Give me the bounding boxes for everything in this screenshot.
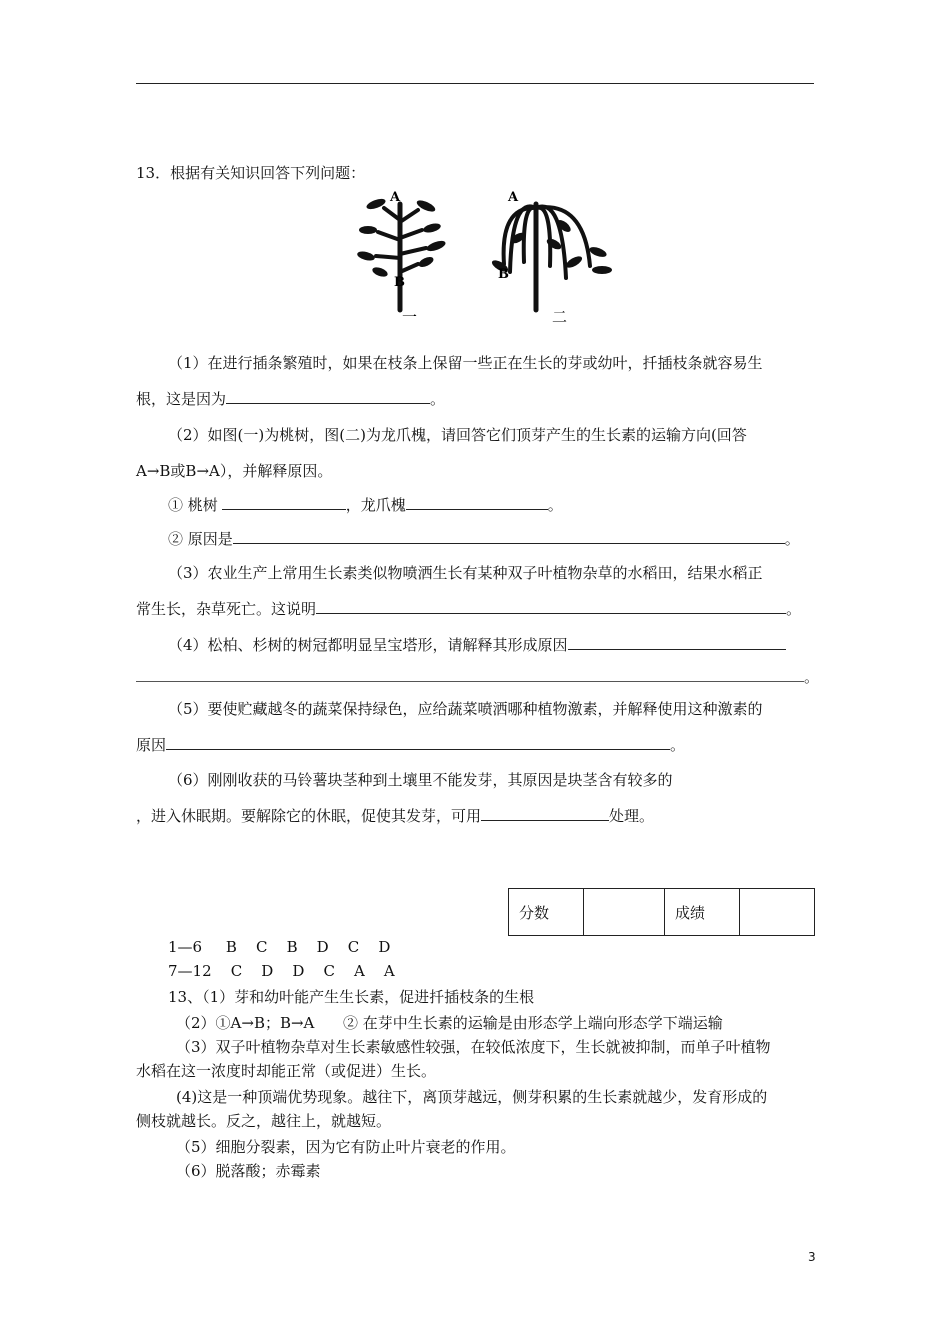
q6-line1: （6）刚刚收获的马铃薯块茎种到土壤里不能发芽，其原因是块茎含有较多的 — [168, 771, 673, 789]
q4-answer-blank-2[interactable] — [136, 667, 804, 682]
q1-line2: 根，这是因为 。 — [136, 390, 446, 408]
question-title: 13．根据有关知识回答下列问题： — [136, 164, 366, 182]
q5-line1: （5）要使贮藏越冬的蔬菜保持绿色，应给蔬菜喷洒哪种植物激素，并解释使用这种激素的 — [168, 700, 763, 718]
q5-line2: 原因 。 — [136, 736, 686, 754]
q2-part-b: ② 原因是 。 — [168, 530, 800, 548]
q3-line2: 常生长，杂草死亡。这说明 。 — [136, 600, 802, 618]
q6-answer-blank[interactable] — [481, 806, 609, 821]
peach-label-b: B — [394, 275, 405, 290]
answer-line-7: (4)这是一种顶端优势现象。越往下，离顶芽越远，侧芽积累的生长素就越少，发育形成的 — [176, 1088, 768, 1106]
figure-caption-1: 一 — [402, 308, 418, 324]
q6-line2: ，进入休眠期。要解除它的休眠，促使其发芽，可用 处理。 — [136, 807, 655, 825]
q2-peach-blank[interactable] — [222, 495, 346, 510]
pagoda-label-b: B — [498, 267, 509, 282]
q3-line1: （3）农业生产上常用生长素类似物喷洒生长有某种双子叶植物杂草的水稻田，结果水稻正 — [168, 564, 763, 582]
figure-caption-2: 二 — [552, 308, 568, 324]
q2-part-a: ① 桃树 ，龙爪槐 。 — [168, 496, 563, 514]
plant-figure — [340, 182, 640, 324]
q3-answer-blank[interactable] — [316, 599, 786, 614]
header-rule — [136, 83, 814, 84]
peach-label-a: A — [390, 190, 401, 205]
answer-line-6: 水稻在这一浓度时却能正常（或促进）生长。 — [136, 1062, 437, 1080]
q5-answer-blank[interactable] — [166, 735, 670, 750]
answer-line-8: 侧枝就越长。反之，越往上，就越短。 — [136, 1112, 392, 1130]
grade-label: 成绩 — [665, 889, 740, 936]
score-table — [508, 888, 815, 936]
answer-line-3: 13、（1）芽和幼叶能产生生长素，促进扦插枝条的生根 — [168, 988, 535, 1006]
peach-tree-drawing — [376, 204, 426, 310]
answer-line-2: 7—12 C D D C A A — [168, 962, 395, 980]
grade-value-cell[interactable] — [740, 889, 815, 936]
q4-answer-blank-1[interactable] — [568, 635, 786, 650]
answer-line-5: （3）双子叶植物杂草对生长素敏感性较强，在较低浓度下，生长就被抑制，而单子叶植物 — [176, 1038, 771, 1056]
answer-line-1: 1—6 B C B D C D — [168, 938, 391, 956]
q2-line1: （2）如图(一)为桃树，图(二)为龙爪槐，请回答它们顶芽产生的生长素的运输方向(回答 — [168, 426, 747, 444]
answer-line-10: （6）脱落酸；赤霉素 — [176, 1162, 321, 1180]
q2-pagoda-blank[interactable] — [406, 495, 548, 510]
q1-answer-blank[interactable] — [226, 389, 430, 404]
q2-reason-blank[interactable] — [233, 529, 785, 544]
answer-line-4: （2）①A→B；B→A ② 在芽中生长素的运输是由形态学上端向形态学下端运输 — [176, 1014, 723, 1032]
page-number: 3 — [808, 1250, 816, 1264]
q4-line2: 。 — [136, 666, 819, 687]
score-value-cell[interactable] — [584, 889, 665, 936]
q2-line2: A→B或B→A），并解释原因。 — [136, 462, 333, 480]
q4-line1: （4）松柏、杉树的树冠都明显呈宝塔形，请解释其形成原因 — [168, 634, 786, 655]
answer-line-9: （5）细胞分裂素，因为它有防止叶片衰老的作用。 — [176, 1138, 516, 1156]
score-label: 分数 — [509, 889, 584, 936]
pagoda-label-a: A — [508, 190, 519, 205]
q1-line1: （1）在进行插条繁殖时，如果在枝条上保留一些正在生长的芽或幼叶，扦插枝条就容易生 — [168, 354, 763, 372]
